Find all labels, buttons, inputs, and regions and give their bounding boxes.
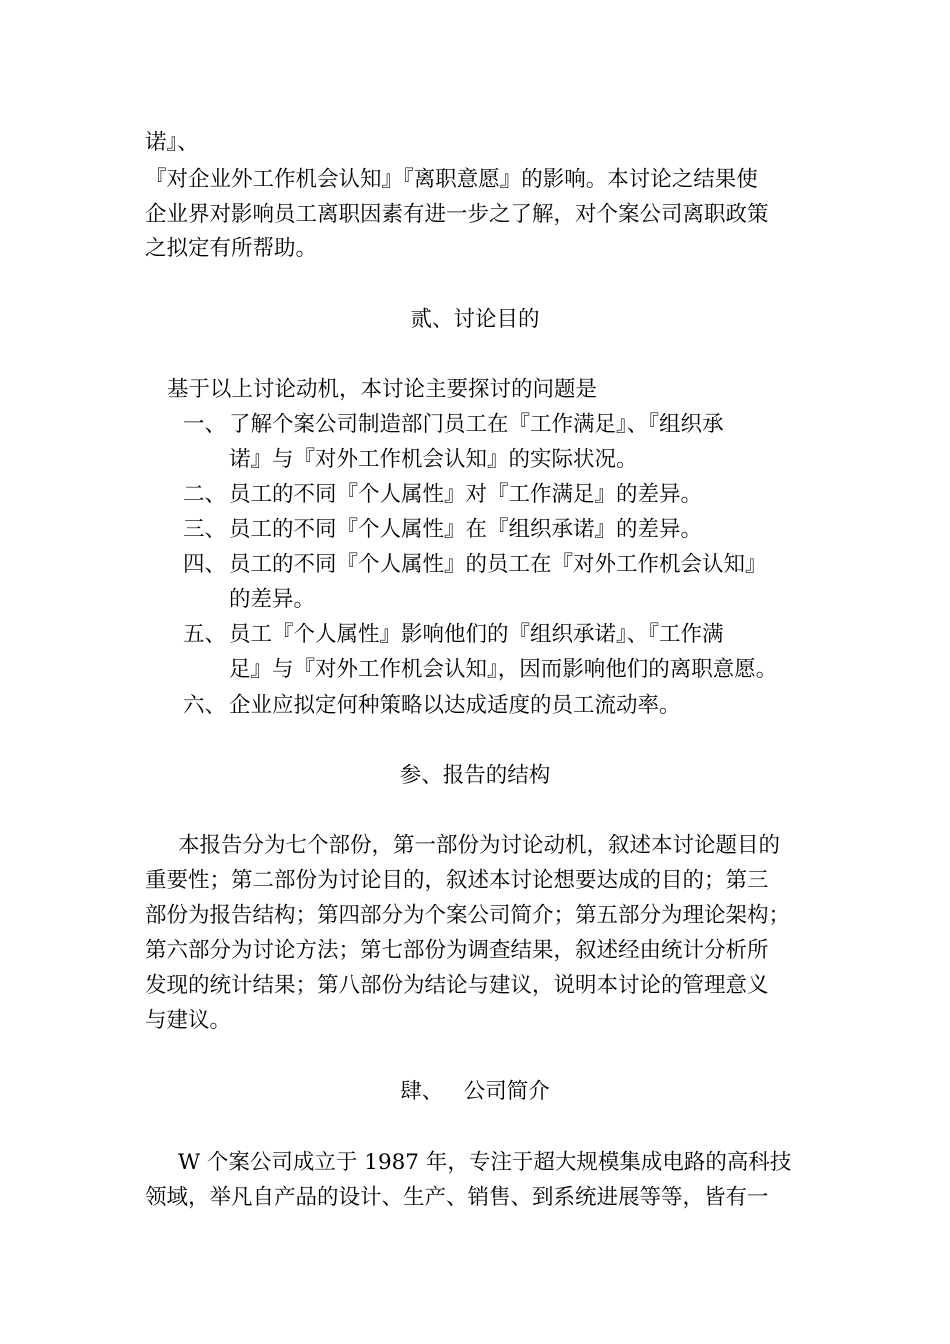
list-number: 四、 bbox=[183, 552, 227, 577]
intro-line-1: 诺』、 bbox=[145, 130, 199, 155]
list-number: 五、 bbox=[183, 622, 227, 647]
intro-line-2: 『对企业外工作机会认知』『离职意愿』的影响。本讨论之结果使 bbox=[145, 167, 758, 192]
section3-line-4: 第六部分为讨论方法；第七部份为调查结果，叙述经由统计分析所 bbox=[145, 938, 769, 963]
section3-line-2: 重要性；第二部份为讨论目的，叙述本讨论想要达成的目的；第三 bbox=[145, 868, 769, 893]
list-item-continuation: 诺』与『对外工作机会认知』的实际状况。 bbox=[229, 447, 638, 472]
list-text: 员工的不同『个人属性』的员工在『对外工作机会认知』 bbox=[229, 552, 767, 577]
list-item-continuation: 的差异。 bbox=[229, 587, 316, 612]
section2-lead: 基于以上讨论动机，本讨论主要探讨的问题是 bbox=[167, 377, 598, 402]
list-text: 员工的不同『个人属性』对『工作满足』的差异。 bbox=[229, 482, 703, 507]
list-item bbox=[183, 692, 813, 720]
section3-line-6: 与建议。 bbox=[145, 1008, 232, 1033]
section3-line-5: 发现的统计结果；第八部份为结论与建议，说明本讨论的管理意义 bbox=[145, 973, 769, 998]
list-number: 二、 bbox=[183, 482, 227, 507]
list-item bbox=[183, 481, 813, 509]
list-number: 一、 bbox=[183, 412, 227, 437]
list-text: 了解个案公司制造部门员工在『工作满足』、『组织承 bbox=[229, 412, 724, 437]
section3-line-1: 本报告分为七个部份，第一部份为讨论动机，叙述本讨论题目的 bbox=[178, 833, 781, 858]
list-item-continuation: 足』与『对外工作机会认知』，因而影响他们的离职意愿。 bbox=[229, 657, 778, 682]
section3-line-3: 部份为报告结构；第四部分为个案公司简介；第五部分为理论架构； bbox=[145, 903, 791, 928]
section-heading-structure: 参、报告的结构 bbox=[399, 763, 551, 788]
list-number: 六、 bbox=[183, 693, 227, 718]
list-text: 员工的不同『个人属性』在『组织承诺』的差异。 bbox=[229, 517, 703, 542]
list-item bbox=[183, 551, 813, 579]
list-item bbox=[183, 411, 813, 439]
section-heading-company: 肆、 公司简介 bbox=[400, 1079, 550, 1104]
intro-line-3: 企业界对影响员工离职因素有进一步之了解，对个案公司离职政策 bbox=[145, 202, 769, 227]
section-heading-purpose: 贰、讨论目的 bbox=[410, 307, 540, 332]
list-number: 三、 bbox=[183, 517, 227, 542]
intro-line-4: 之拟定有所帮助。 bbox=[145, 236, 318, 261]
section4-line-1: W 个案公司成立于 1987 年，专注于超大规模集成电路的高科技 bbox=[178, 1150, 792, 1175]
list-text: 员工『个人属性』影响他们的『组织承诺』、『工作满 bbox=[229, 622, 724, 647]
list-text: 企业应拟定何种策略以达成适度的员工流动率。 bbox=[229, 693, 681, 718]
section4-line-2: 领域，举凡自产品的设计、生产、销售、到系统进展等等，皆有一 bbox=[145, 1185, 769, 1210]
list-item bbox=[183, 621, 813, 649]
list-item bbox=[183, 516, 813, 544]
